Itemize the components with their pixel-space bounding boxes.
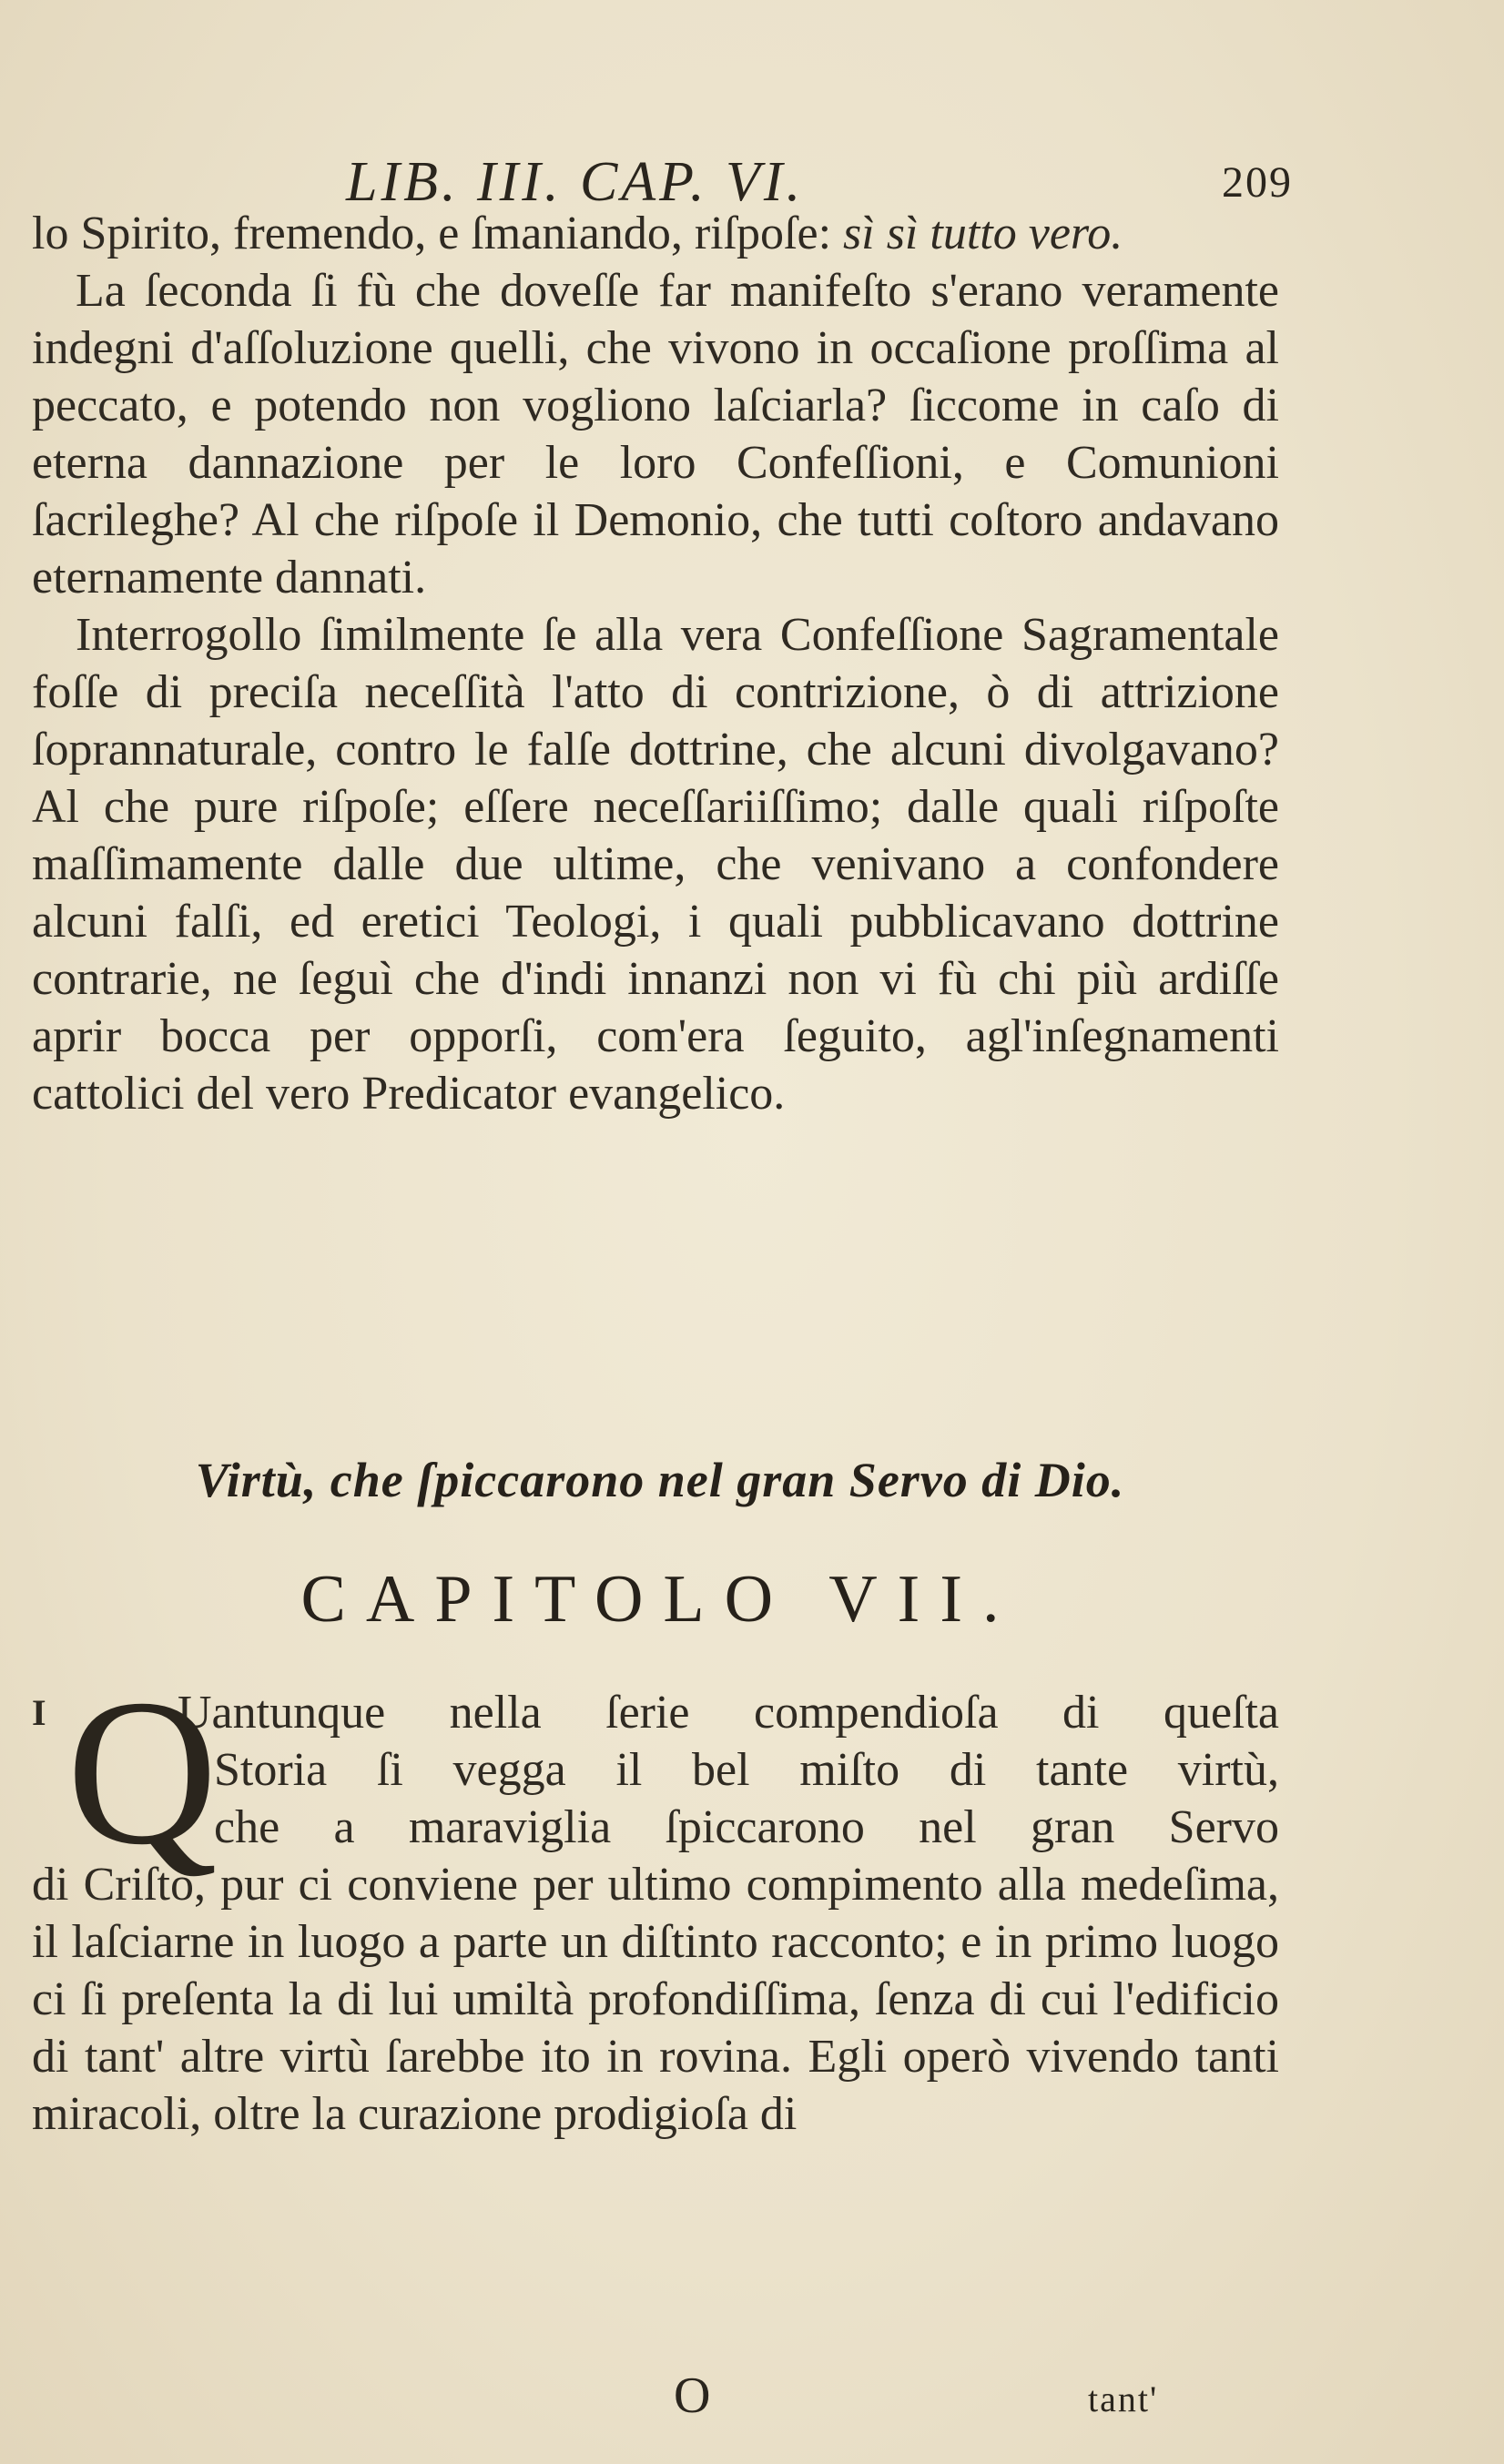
running-title: LIB. III. CAP. VI. xyxy=(346,151,805,213)
main-text xyxy=(32,205,1279,1122)
page-footer xyxy=(0,2367,1504,2430)
catchword: tant' xyxy=(1088,2378,1159,2419)
section-line-2: Storia ſi vegga il bel miſto di tante virtù, xyxy=(214,1744,1279,1796)
paragraph-1-text: lo Spirito, fremendo, e ſmaniando, riſpoſe: xyxy=(32,208,844,259)
signature-mark: O xyxy=(674,2368,711,2424)
section-line-3: che a maraviglia ſpiccarono nel gran Servo xyxy=(214,1801,1279,1853)
section-line-1: Uantunque nella ſerie compendioſa di queſta xyxy=(178,1687,1279,1739)
marginal-number: I xyxy=(32,1692,46,1733)
section-heading: Virtù, che ſpiccarono nel gran Servo di Dio. xyxy=(195,1453,1125,1507)
section-body: di Criſto, pur ci conviene per ultimo compimento alla medeſima, il laſciarne in luogo a parte un diſtinto racconto; e in primo luogo ci ſi preſenta la di lui umiltà profondiſſima, ſenza di cui l'edificio di tant' altre virtù ſarebbe ito in rovina. Egli operò vivendo tanti miracoli, oltre la curazione prodigioſa di xyxy=(32,1859,1279,2140)
chapter-title: CAPITOLO VII. xyxy=(300,1562,1020,1637)
drop-cap: Q xyxy=(66,1656,218,1888)
paragraph-3: Interrogollo ſimilmente ſe alla vera Confeſſione Sagramentale foſſe di preciſa neceſſità l'atto di contrizione, ò di attrizione ſoprannaturale, contro le falſe dottrine, che alcuni divolgavano? Al che pure riſpoſe; eſſere neceſſariiſſimo; dalle quali riſpoſte maſſimamente dalle due ultime, che venivano a confondere alcuni falſi, ed eretici Teologi, i quali pubblicavano dottrine contrarie, ne ſeguì che d'indi innanzi non vi fù chi più ardiſſe aprir bocca per opporſi, com'era ſeguito, agl'inſegnamenti cattolici del vero Predicator evangelico. xyxy=(32,609,1279,1120)
page-number: 209 xyxy=(1222,158,1293,207)
chapter-section xyxy=(32,1656,1279,2143)
paragraph-1-italic: sì sì tutto vero. xyxy=(843,208,1123,259)
paragraph-2: La ſeconda ſi fù che doveſſe far manifeſto s'erano veramente indegni d'aſſoluzione quelli, che vivono in occaſione proſſima al peccato, e potendo non vogliono laſciarla? ſiccome in caſo di eterna dannazione per le loro Confeſſioni, e Comunioni ſacrileghe? Al che riſpoſe il Demonio, che tutti coſtoro andavano eternamente dannati. xyxy=(32,265,1279,603)
paragraph-1 xyxy=(32,205,1279,262)
